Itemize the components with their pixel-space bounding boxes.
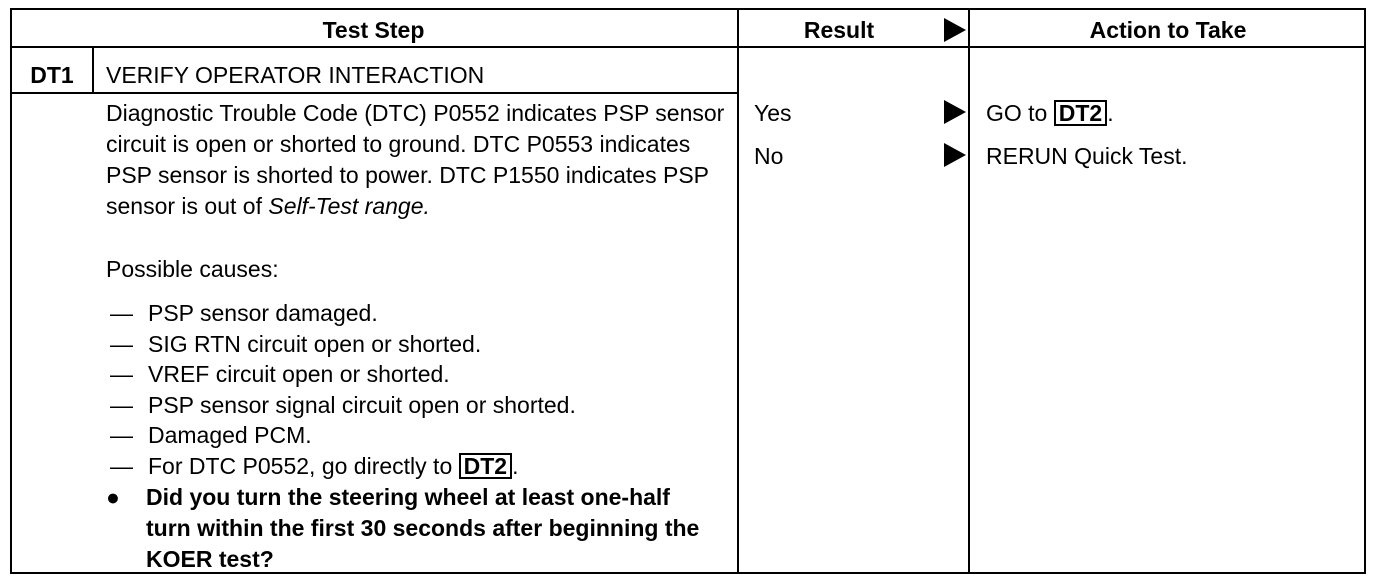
- list-item: [110, 329, 576, 360]
- header-test-step: Test Step: [322, 17, 425, 43]
- step-reference-link[interactable]: DT2: [1054, 100, 1107, 126]
- result-no: No: [754, 143, 784, 169]
- step-title-underline: [10, 92, 739, 94]
- action-yes: [986, 100, 1114, 127]
- result-yes: Yes: [754, 100, 792, 126]
- action-suffix: .: [1107, 100, 1114, 126]
- list-item: [110, 298, 576, 329]
- cause-text: PSP sensor signal circuit open or shorted.: [148, 391, 576, 418]
- cause-text: For DTC P0552, go directly to: [148, 452, 453, 479]
- dash-mark: —: [110, 330, 133, 357]
- list-item: [110, 390, 576, 421]
- description-main: Diagnostic Trouble Code (DTC) P0552 indicates PSP sensor circuit is open or shorted to ground. DTC P0553 indicates PSP sensor is shorted to power. DTC P1550 indicates PSP sensor is out of: [106, 100, 725, 219]
- bullet-icon: ●: [106, 484, 120, 510]
- dash-mark: —: [110, 300, 133, 326]
- column-divider-action: [968, 8, 970, 574]
- header-arrow-icon: [944, 18, 966, 42]
- cause-suffix: .: [512, 452, 519, 479]
- list-item: [110, 420, 576, 451]
- step-reference-link[interactable]: DT2: [459, 453, 512, 479]
- list-item: [110, 451, 576, 482]
- dash-mark: —: [110, 391, 133, 418]
- question-text: Did you turn the steering wheel at least one-half turn within the first 30 seconds after beginning the KOER test?: [146, 484, 700, 572]
- action-text: GO to: [986, 100, 1048, 126]
- header-result: Result: [803, 17, 875, 43]
- cause-text: SIG RTN circuit open or shorted.: [148, 330, 482, 357]
- step-description: [106, 98, 736, 222]
- action-no: [986, 143, 1188, 170]
- header-action: Action to Take: [1089, 17, 1247, 43]
- dash-mark: —: [110, 452, 133, 479]
- step-id-divider: [92, 46, 94, 94]
- list-item: [110, 359, 576, 390]
- result-arrow-icon: [944, 143, 966, 167]
- dash-mark: —: [110, 422, 133, 448]
- step-id: DT1: [30, 62, 74, 88]
- cause-text: PSP sensor damaged.: [148, 300, 378, 326]
- action-text: RERUN Quick Test.: [986, 143, 1188, 169]
- result-arrow-icon: [944, 100, 966, 124]
- causes-label: Possible causes:: [106, 256, 279, 282]
- cause-text: VREF circuit open or shorted.: [148, 361, 450, 387]
- description-italic: Self-Test range.: [268, 193, 430, 219]
- causes-list: [110, 298, 576, 481]
- dash-mark: —: [110, 361, 133, 387]
- step-title: VERIFY OPERATOR INTERACTION: [106, 62, 485, 88]
- cause-text: Damaged PCM.: [148, 422, 312, 448]
